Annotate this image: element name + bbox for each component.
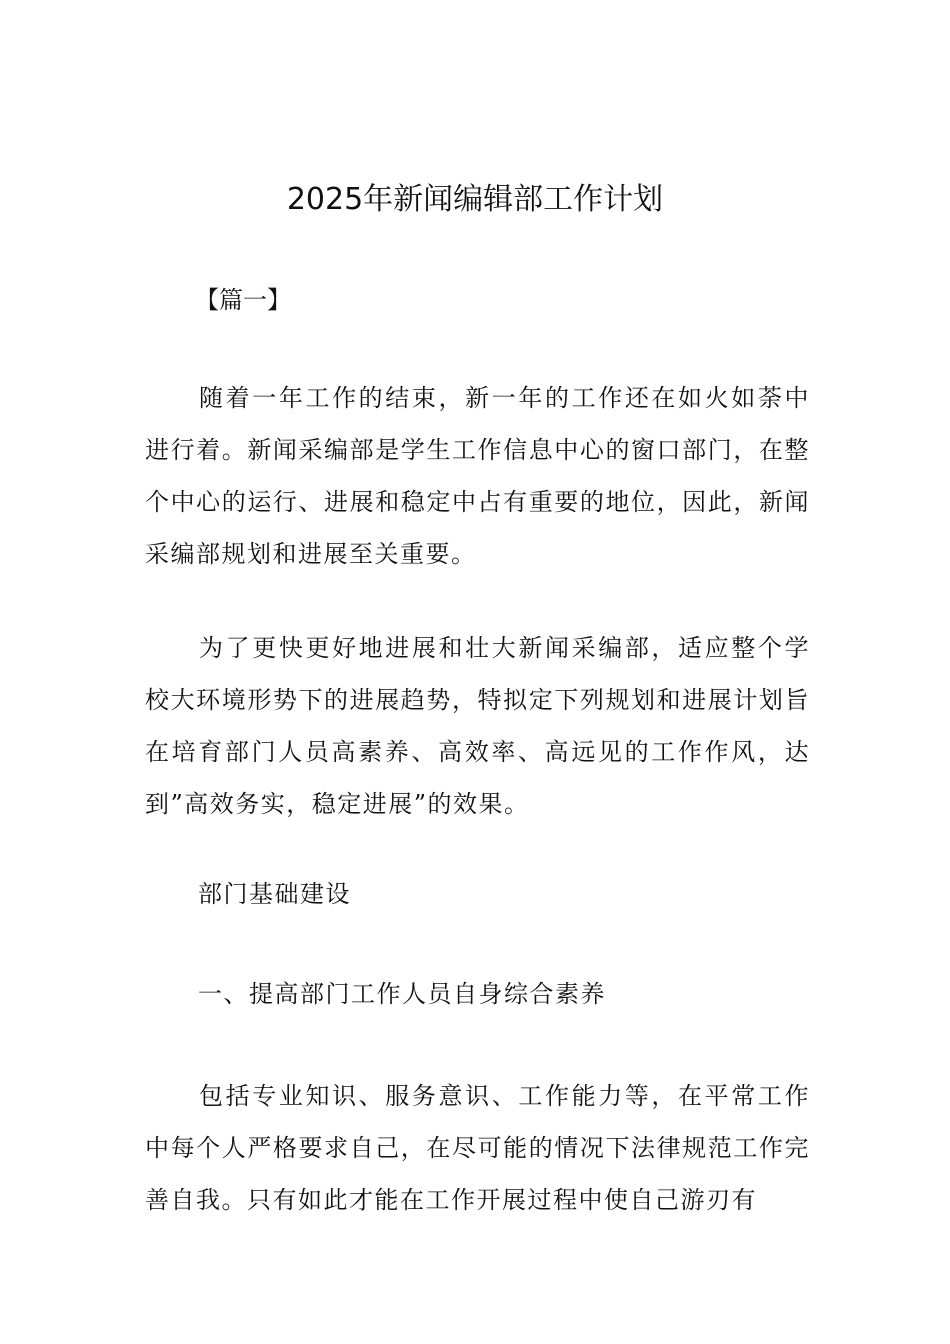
paragraph-3: 包括专业知识、服务意识、工作能力等，在平常工作中每个人严格要求自己，在尽可能的情况下法律规范工作完善自我。只有如此才能在工作开展过程中使自己游刃有	[145, 1082, 810, 1214]
document-title: 2025年新闻编辑部工作计划	[286, 182, 664, 217]
heading-improve-quality: 一、提高部门工作人员自身综合素养	[198, 980, 606, 1008]
section-label: 【篇一】	[195, 286, 291, 314]
paragraph-2: 为了更快更好地进展和壮大新闻采编部，适应整个学校大环境形势下的进展趋势，特拟定下列规划和进展计划旨在培育部门人员高素养、高效率、高远见的工作作风，达到”高效务实，稳定进展”的效果。	[145, 634, 810, 818]
heading-department-construction: 部门基础建设	[198, 880, 351, 908]
paragraph-1: 随着一年工作的结束，新一年的工作还在如火如荼中进行着。新闻采编部是学生工作信息中心的窗口部门，在整个中心的运行、进展和稳定中占有重要的地位，因此，新闻采编部规划和进展至关重要。	[145, 384, 810, 568]
